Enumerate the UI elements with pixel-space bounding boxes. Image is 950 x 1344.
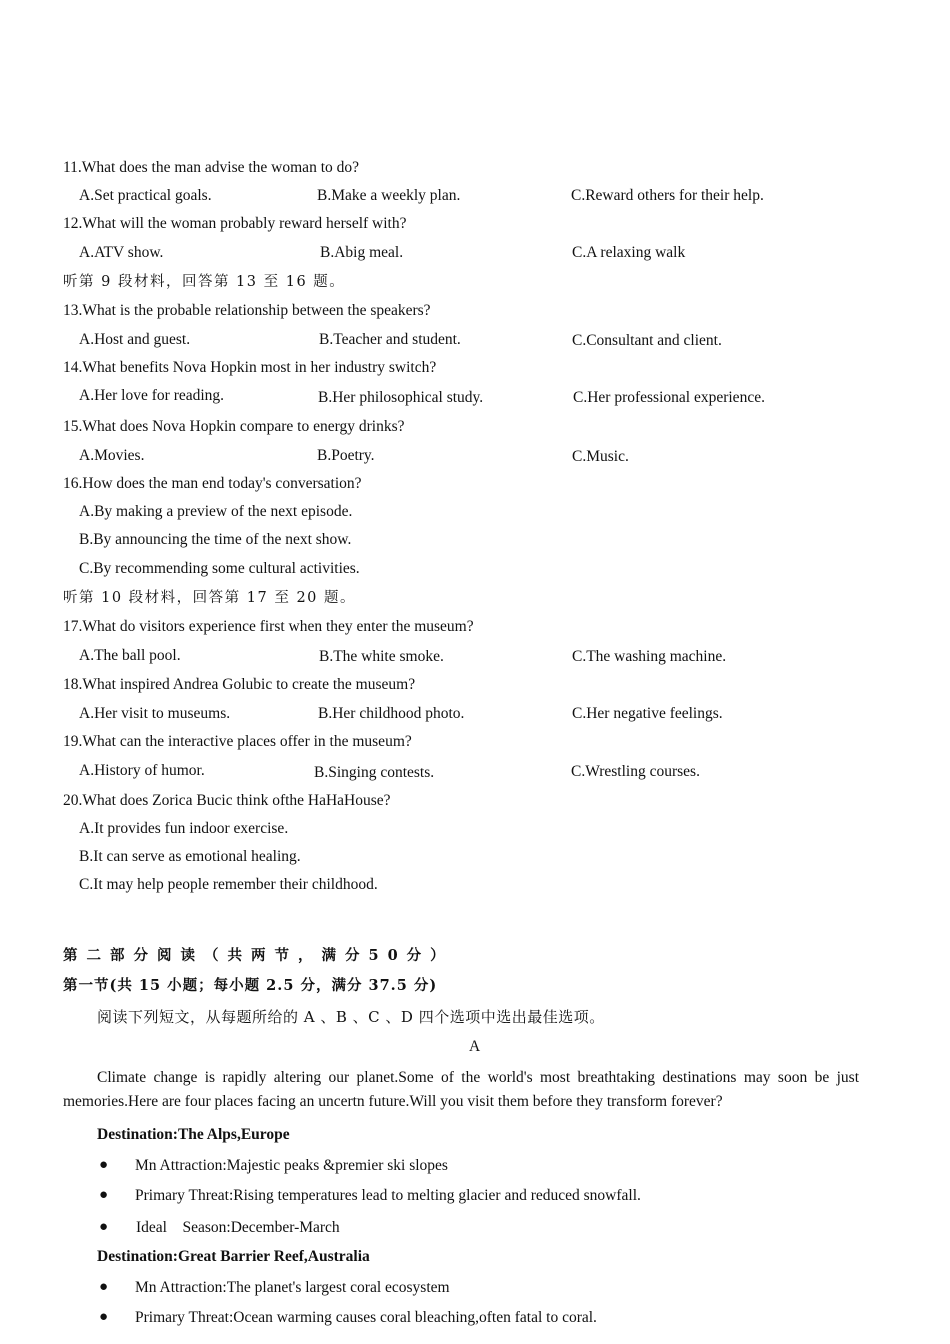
question-14-stem: 14.What benefits Nova Hopkin most in her industry switch? <box>63 359 437 376</box>
destination-1-threat: Primary Threat:Rising temperatures lead to melting glacier and reduced snowfall. <box>135 1187 641 1204</box>
question-14-option-a: A.Her love for reading. <box>79 387 225 404</box>
question-20-stem: 20.What does Zorica Bucic think ofthe HaHaHouse? <box>63 792 391 809</box>
question-12-option-b: B.Abig meal. <box>320 244 404 261</box>
question-12-option-a: A.ATV show. <box>79 244 164 261</box>
question-13-option-c: C.Consultant and client. <box>572 332 722 349</box>
question-17-option-b: B.The white smoke. <box>319 648 444 665</box>
question-17-option-a: A.The ball pool. <box>79 647 181 664</box>
question-13-option-b: B.Teacher and student. <box>319 331 461 348</box>
section-9-instruction: 听第 9 段材料，回答第 13 至 16 题。 <box>63 274 346 290</box>
question-14-option-c: C.Her professional experience. <box>573 389 765 406</box>
reading-instruction: 阅读下列短文，从每题所给的 A 、B 、C 、D 四个选项中选出最佳选项。 <box>97 1008 605 1026</box>
question-18-option-b: B.Her childhood photo. <box>318 705 465 722</box>
destination-2-threat: Primary Threat:Ocean warming causes coral bleaching,often fatal to coral. <box>135 1309 597 1326</box>
question-18-stem: 18.What inspired Andrea Golubic to create the museum? <box>63 676 416 693</box>
question-19-option-a: A.History of humor. <box>79 762 205 779</box>
question-12-stem: 12.What will the woman probably reward herself with? <box>63 215 407 232</box>
question-17-option-c: C.The washing machine. <box>572 648 727 665</box>
question-13-stem: 13.What is the probable relationship between the speakers? <box>63 302 431 319</box>
question-20-option-a: A.It provides fun indoor exercise. <box>79 820 289 837</box>
question-14-option-b: B.Her philosophical study. <box>318 389 484 406</box>
destination-1-season: Ideal Season:December-March <box>136 1219 340 1236</box>
section-10-instruction: 听第 10 段材料，回答第 17 至 20 题。 <box>63 590 357 606</box>
bullet-icon: ● <box>99 1279 109 1295</box>
destination-2-title: Destination:Great Barrier Reef,Australia <box>97 1248 370 1265</box>
question-20-option-b: B.It can serve as emotional healing. <box>79 848 301 865</box>
question-16-option-c: C.By recommending some cultural activities. <box>79 560 360 577</box>
question-20-option-c: C.It may help people remember their childhood. <box>79 876 378 893</box>
bullet-icon: ● <box>99 1187 109 1203</box>
question-19-option-c: C.Wrestling courses. <box>571 763 700 780</box>
question-15-option-a: A.Movies. <box>79 447 145 464</box>
bullet-icon: ● <box>99 1157 109 1173</box>
question-16-option-b: B.By announcing the time of the next show. <box>79 531 352 548</box>
question-15-stem: 15.What does Nova Hopkin compare to energy drinks? <box>63 418 405 435</box>
question-18-option-c: C.Her negative feelings. <box>572 705 723 722</box>
question-11-option-a: A.Set practical goals. <box>79 187 212 204</box>
question-19-stem: 19.What can the interactive places offer in the museum? <box>63 733 412 750</box>
question-15-option-c: C.Music. <box>572 448 629 465</box>
question-17-stem: 17.What do visitors experience first when they enter the museum? <box>63 618 474 635</box>
destination-1-attraction: Mn Attraction:Majestic peaks &premier ski slopes <box>135 1157 448 1174</box>
question-19-option-b: B.Singing contests. <box>314 764 435 781</box>
passage-intro: Climate change is rapidly altering our planet.Some of the world's most breathtaking destinations may soon be just memories.Here are four places facing an uncertn future.Will you visit them before they transform forever? <box>63 1069 859 1110</box>
section-one-title: 第一节(共 15 小题；每小题 2.5 分，满分 37.5 分) <box>63 977 438 994</box>
part-two-title: 第二部分阅读（共两节，满分50分） <box>63 947 454 964</box>
bullet-icon: ● <box>99 1219 109 1235</box>
question-11-option-c: C.Reward others for their help. <box>571 187 764 204</box>
bullet-icon: ● <box>99 1309 109 1325</box>
destination-1-title: Destination:The Alps,Europe <box>97 1126 290 1143</box>
question-13-option-a: A.Host and guest. <box>79 331 191 348</box>
question-18-option-a: A.Her visit to museums. <box>79 705 231 722</box>
passage-label: A <box>469 1038 481 1055</box>
question-11-option-b: B.Make a weekly plan. <box>317 187 461 204</box>
question-16-stem: 16.How does the man end today's conversation? <box>63 475 362 492</box>
question-16-option-a: A.By making a preview of the next episode. <box>79 503 353 520</box>
destination-2-attraction: Mn Attraction:The planet's largest coral ecosystem <box>135 1279 450 1296</box>
question-11-stem: 11.What does the man advise the woman to do? <box>63 159 359 176</box>
question-15-option-b: B.Poetry. <box>317 447 375 464</box>
question-12-option-c: C.A relaxing walk <box>572 244 686 261</box>
